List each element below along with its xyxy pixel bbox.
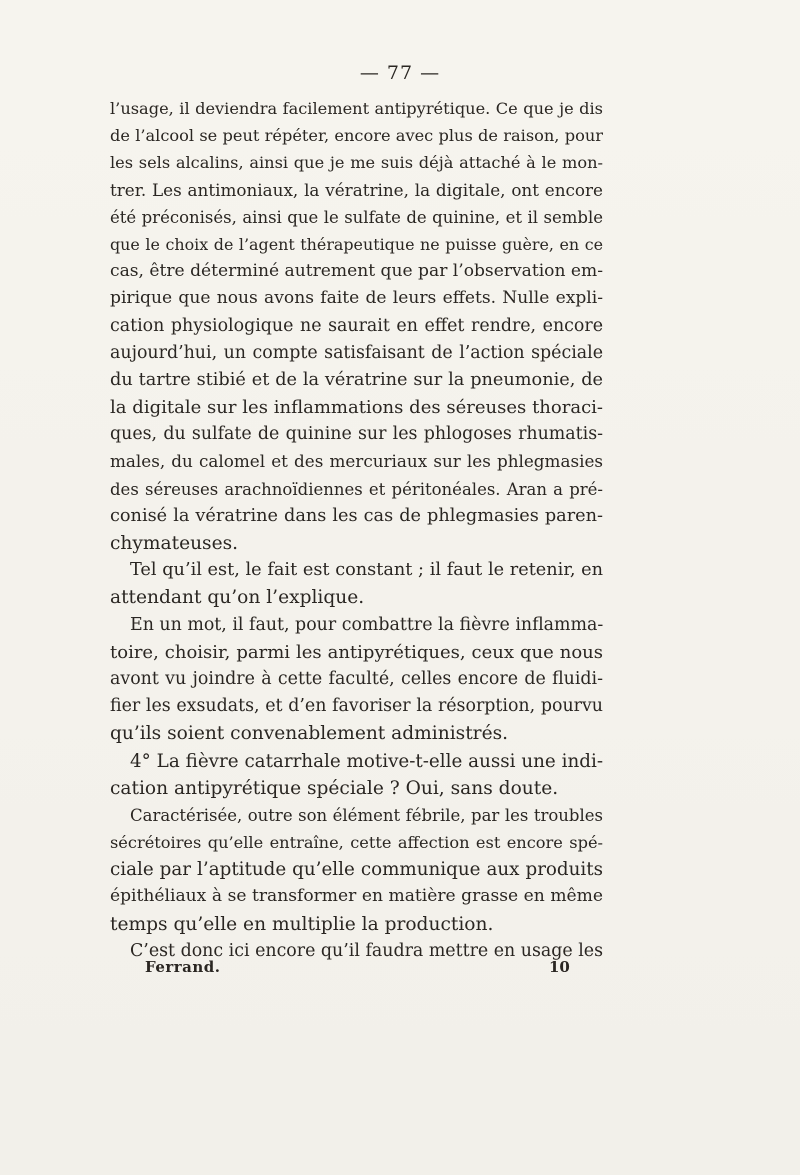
text-line: Tel qu’il est, le fait est constant ; il faut le retenir, en: [130, 560, 603, 581]
text-line: les sels alcalins, ainsi que je me suis déjà attaché à le mon-: [110, 153, 603, 173]
text-line: aujourd’hui, un compte satisfaisant de l’action spéciale: [110, 342, 603, 363]
text-line: des séreuses arachnoïdiennes et péritonéales. Aran a pré-: [110, 479, 603, 499]
footer-signature-mark: 10: [549, 958, 570, 976]
text-line: qu’ils soient convenablement administrés.: [110, 723, 509, 745]
text-line: ciale par l’aptitude qu’elle communique aux produits: [110, 859, 603, 881]
text-line: cation physiologique ne saurait en effet rendre, encore: [110, 315, 603, 336]
text-line: cas, être déterminé autrement que par l’observation em-: [110, 261, 603, 282]
text-line: C’est donc ici encore qu’il faudra mettre en usage les: [130, 940, 603, 961]
text-line: Caractérisée, outre son élément fébrile, par les troubles: [130, 805, 603, 825]
text-line: En un mot, il faut, pour combattre la fièvre inflamma-: [130, 614, 603, 635]
text-line: avont vu joindre à cette faculté, celles encore de fluidi-: [110, 668, 603, 689]
text-line: du tartre stibié et de la vératrine sur la pneumonie, de: [110, 369, 603, 390]
text-line: temps qu’elle en multiplie la production.: [110, 913, 494, 935]
text-line: males, du calomel et des mercuriaux sur les phlegmasies: [110, 451, 603, 472]
text-line: pirique que nous avons faite de leurs effets. Nulle expli-: [110, 288, 603, 309]
text-line: l’usage, il deviendra facilement antipyrétique. Ce que je dis: [110, 99, 603, 118]
text-line: trer. Les antimoniaux, la vératrine, la digitale, ont encore: [110, 179, 603, 200]
footer-author: Ferrand.: [145, 958, 221, 976]
text-line: chymateuses.: [110, 533, 239, 554]
text-line: été préconisés, ainsi que le sulfate de quinine, et il semble: [110, 207, 603, 227]
text-line: 4° La fièvre catarrhale motive-t-elle aussi une indi-: [130, 750, 603, 772]
text-line: toire, choisir, parmi les antipyrétiques, ceux que nous: [110, 641, 603, 663]
text-line: ques, du sulfate de quinine sur les phlogoses rhumatis-: [110, 424, 603, 445]
text-line: la digitale sur les inflammations des séreuses thoraci-: [110, 397, 603, 419]
text-line: que le choix de l’agent thérapeutique ne puisse guère, en ce: [110, 234, 603, 254]
body-text: [110, 95, 603, 965]
text-line: attendant qu’on l’explique.: [110, 587, 365, 609]
page-number: — 77 —: [359, 62, 441, 84]
text-line: cation antipyrétique spéciale ? Oui, sans doute.: [110, 777, 559, 799]
page-footer: [0, 958, 800, 982]
text-line: de l’alcool se peut répéter, encore avec plus de raison, pour: [110, 126, 603, 146]
text-line: épithéliaux à se transformer en matière grasse en même: [110, 886, 603, 907]
text-line: sécrétoires qu’elle entraîne, cette affection est encore spé-: [110, 833, 603, 853]
text-line: conisé la vératrine dans les cas de phlegmasies paren-: [110, 505, 603, 526]
text-line: fier les exsudats, et d’en favoriser la résorption, pourvu: [110, 696, 603, 717]
